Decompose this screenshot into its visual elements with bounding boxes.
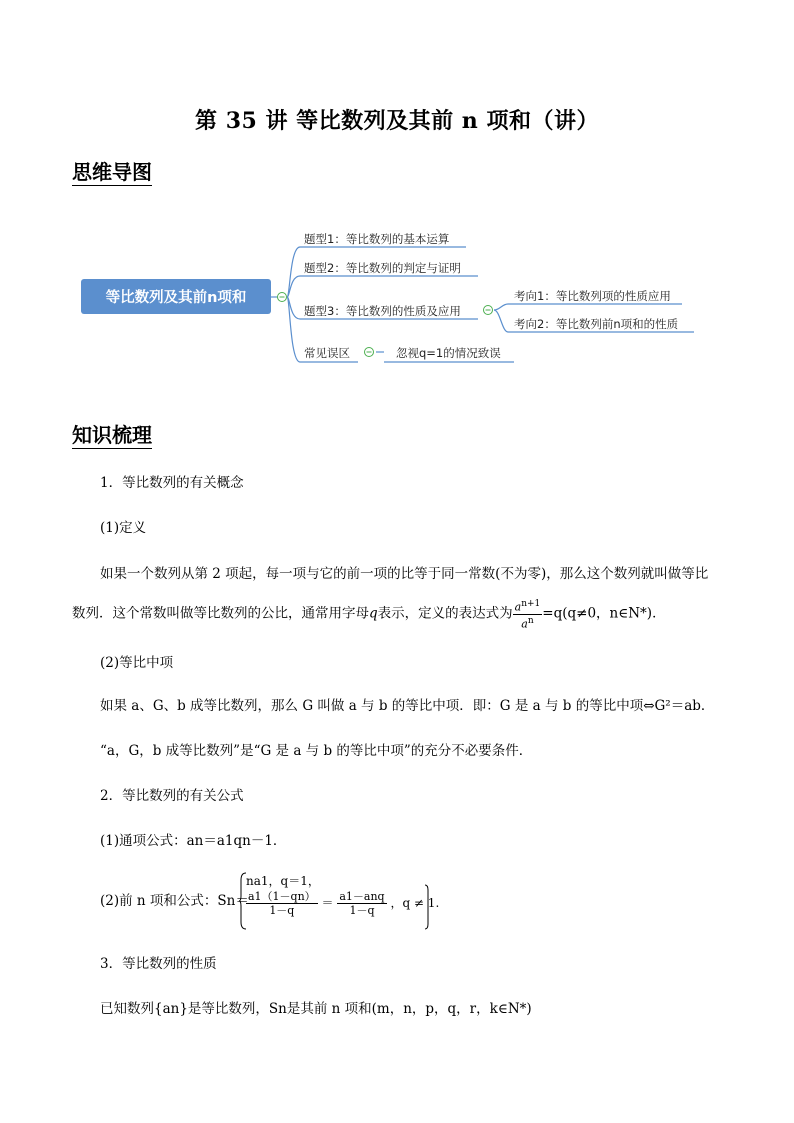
subheading-definition: (1)定义: [100, 520, 147, 536]
formula-general-term: (1)通项公式：an＝a1qn－1．: [100, 833, 287, 849]
mind-map-root-node: 等比数列及其前n项和: [81, 279, 271, 314]
geometric-mean-line-2: “a，G，b 成等比数列”是“G 是 a 与 b 的等比中项”的充分不必要条件．: [100, 743, 533, 759]
mind-map-branch-4: 常见误区: [304, 346, 350, 360]
mind-map-sub-2: 考向2：等比数列前n项和的性质: [514, 317, 679, 331]
page-title: 第 35 讲 等比数列及其前 n 项和（讲）: [195, 108, 599, 134]
heading-3: 3．等比数列的性质: [100, 956, 217, 972]
section-heading-mindmap: 思维导图: [72, 160, 152, 184]
definition-fraction: $\frac{a^{n+1}}{a^n}$: [514, 599, 541, 631]
formula-sum-case-1: na1，q＝1，: [246, 874, 320, 888]
subheading-geometric-mean: (2)等比中项: [100, 655, 174, 671]
geometric-mean-line-1: 如果 a、G、b 成等比数列，那么 G 叫做 a 与 b 的等比中项．即：G 是 a 与 b 的等比中项⇔G²＝ab．: [100, 698, 715, 714]
heading-2: 2．等比数列的有关公式: [100, 788, 244, 804]
formula-sum-right-bar: [424, 884, 430, 934]
definition-line-2: 数列．这个常数叫做等比数列的公比，通常用字母q表示，定义的表达式为 $\frac{a^{n+1}}{a^n}$ =q(q≠0，n∈N*)．: [72, 599, 666, 631]
heading-1: 1．等比数列的有关概念: [100, 475, 244, 491]
section-heading-knowledge: 知识梳理: [72, 423, 152, 447]
mind-map-branch-4-child: 忽视q=1的情况致误: [396, 346, 501, 360]
mind-map-sub-1: 考向1：等比数列项的性质应用: [514, 289, 671, 303]
mind-map-branch-1: 题型1：等比数列的基本运算: [304, 232, 450, 246]
formula-sum-case-2: $\frac{a1(1-qn)}{1-q}$ ＝ $\frac{\text{a1－anq}}{1-q}$ ，q ≠ 1.: [248, 890, 440, 917]
formula-sum-label: (2)前 n 项和公式：Sn＝: [100, 893, 249, 909]
mind-map-connectors: [0, 0, 794, 400]
properties-intro: 已知数列{an}是等比数列，Sn是其前 n 项和(m，n，p，q，r，k∈N*): [100, 1001, 532, 1017]
definition-line-1: 如果一个数列从第 2 项起，每一项与它的前一项的比等于同一常数(不为零)，那么这个数列就叫做等比: [100, 566, 709, 582]
mind-map-branch-3: 题型3：等比数列的性质及应用: [304, 304, 461, 318]
mind-map-branch-2: 题型2：等比数列的判定与证明: [304, 261, 461, 275]
